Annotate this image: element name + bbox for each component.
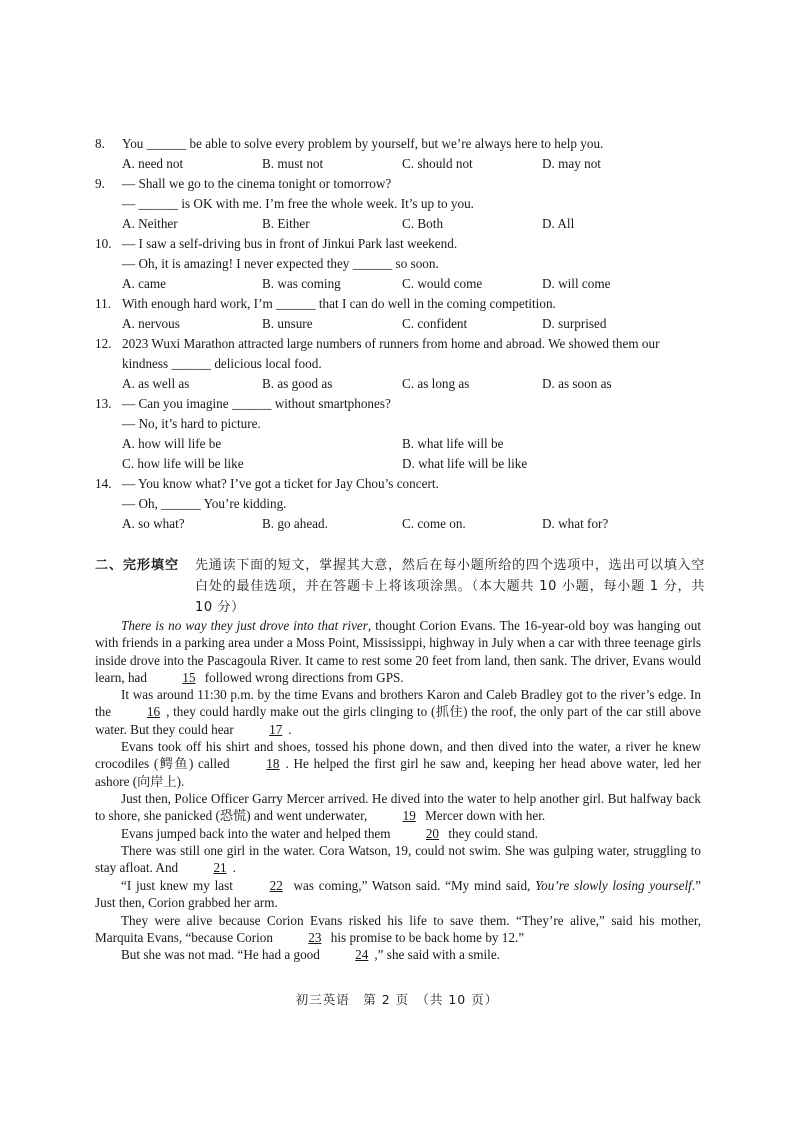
- blank-20: 20: [425, 826, 440, 841]
- option-a: A. so what?: [122, 516, 185, 531]
- option-c: C. as long as: [402, 376, 470, 391]
- italic-quote: You’re slowly losing yourself: [535, 878, 692, 893]
- question-stem: kindness ______ delicious local food.: [122, 356, 322, 371]
- question-stem: — I saw a self-driving bus in front of Jinkui Park last weekend.: [122, 236, 458, 251]
- option-a: A. Neither: [122, 216, 178, 231]
- question-number: 13.: [95, 396, 112, 411]
- question-stem: You ______ be able to solve every problem by yourself, but we’re always here to help you.: [122, 136, 604, 151]
- italic-quote: There is no way they just drove into that river: [121, 618, 368, 633]
- option-c: C. Both: [402, 216, 444, 231]
- option-b: B. was coming: [262, 276, 341, 291]
- option-a: A. need not: [122, 156, 184, 171]
- option-d: D. what for?: [542, 516, 609, 531]
- option-b: B. must not: [262, 156, 324, 171]
- question-stem: — Shall we go to the cinema tonight or tomorrow?: [122, 176, 392, 191]
- blank-18: 18: [266, 756, 280, 772]
- question-stem: — Oh, ______ You’re kidding.: [122, 496, 287, 511]
- question-stem: — Can you imagine ______ without smartphones?: [122, 396, 391, 411]
- question-number: 14.: [95, 476, 112, 491]
- option-b: B. as good as: [262, 376, 333, 391]
- option-a: A. nervous: [122, 316, 180, 331]
- option-d: D. surprised: [542, 316, 607, 331]
- option-c: C. come on.: [402, 516, 466, 531]
- question-number: 9.: [95, 176, 105, 191]
- option-d: D. will come: [542, 276, 611, 291]
- passage-paragraph: They were alive because Corion Evans risked his life to save them. “They’re alive,” said his mother, Marquita Evans, “because Corion 23 his promise to be back home by 12.”: [95, 913, 701, 946]
- question-number: 8.: [95, 136, 105, 151]
- option-c: C. would come: [402, 276, 483, 291]
- passage-paragraph: “I just knew my last 22 was coming,” Watson said. “My mind said, You’re slowly losing yourself.” Just then, Corion grabbed her arm.: [95, 878, 701, 911]
- question-stem: — ______ is OK with me. I’m free the whole week. It’s up to you.: [122, 196, 474, 211]
- option-a: A. as well as: [122, 376, 190, 391]
- question-number: 11.: [95, 296, 111, 311]
- option-b: B. what life will be: [402, 436, 504, 451]
- blank-15: 15: [182, 669, 196, 685]
- option-c: C. how life will be like: [122, 456, 244, 471]
- option-a: A. came: [122, 276, 166, 291]
- passage-paragraph: There is no way they just drove into that river, thought Corion Evans. The 16-year-old boy was hanging out with friends in a parking area under a Moss Point, Mississippi, highway in July when a car with three teenage girls inside drove into the Pascagoula River. It came to rest some 20 feet from land, then sank. The driver, Evans would learn, had 15 followed wrong directions from GPS.: [95, 618, 701, 685]
- question-stem: With enough hard work, I’m ______ that I can do well in the coming competition.: [122, 296, 556, 311]
- blank-21: 21: [213, 860, 227, 876]
- blank-19: 19: [402, 808, 416, 824]
- section-instructions: 先通读下面的短文，掌握其大意，然后在每小题所给的四个选项中，选出可以填入空白处的最佳选项，并在答题卡上将该项涂黑。（本大题共 10 小题，每小题 1 分，共 10 分）: [195, 558, 705, 615]
- blank-17: 17: [269, 721, 283, 737]
- section-title: 二、完形填空: [95, 558, 180, 573]
- passage-paragraph: Just then, Police Officer Garry Mercer arrived. He dived into the water to help another girl. But halfway back to shore, she panicked (恐慌) and went underwater, 19 Mercer down with her.: [95, 791, 701, 824]
- option-d: D. as soon as: [542, 376, 612, 391]
- question-number: 10.: [95, 236, 112, 251]
- blank-16: 16: [146, 704, 161, 720]
- option-a: A. how will life be: [122, 436, 222, 451]
- blank-24: 24: [355, 947, 369, 962]
- passage-paragraph: It was around 11:30 p.m. by the time Evans and brothers Karon and Caleb Bradley got to the river’s edge. In the 16 , they could hardly make out the girls clinging to (抓住) the roof, the only part of the car still above water. But they could hear 17 .: [95, 687, 701, 737]
- passage-paragraph: Evans jumped back into the water and helped them 20 they could stand.: [121, 826, 539, 841]
- question-number: 12.: [95, 336, 112, 351]
- passage-paragraph: There was still one girl in the water. Cora Watson, 19, could not swim. She was gulping water, struggling to stay afloat. And 21 .: [95, 843, 701, 876]
- question-stem: — No, it’s hard to picture.: [122, 416, 261, 431]
- option-d: D. what life will be like: [402, 456, 528, 471]
- option-b: B. go ahead.: [262, 516, 328, 531]
- blank-23: 23: [308, 930, 322, 946]
- option-b: B. Either: [262, 216, 310, 231]
- option-d: D. All: [542, 216, 575, 231]
- option-b: B. unsure: [262, 316, 313, 331]
- passage-paragraph: But she was not mad. “He had a good 24 ,” she said with a smile.: [121, 947, 500, 962]
- option-d: D. may not: [542, 156, 601, 171]
- question-stem: — Oh, it is amazing! I never expected they ______ so soon.: [122, 256, 439, 271]
- question-stem: — You know what? I’ve got a ticket for Jay Chou’s concert.: [122, 476, 439, 491]
- option-c: C. should not: [402, 156, 473, 171]
- option-c: C. confident: [402, 316, 468, 331]
- passage-paragraph: Evans took off his shirt and shoes, tossed his phone down, and then dived into the water, a river he knew crocodiles (鳄鱼) called 18 . He helped the first girl he saw and, keeping her head above water, led her ashore (向岸上).: [95, 739, 701, 789]
- question-stem: 2023 Wuxi Marathon attracted large numbers of runners from home and abroad. We showed them our: [122, 336, 660, 351]
- blank-22: 22: [269, 878, 283, 893]
- page-footer: 初三英语 第 2 页 （共 10 页）: [295, 992, 499, 1007]
